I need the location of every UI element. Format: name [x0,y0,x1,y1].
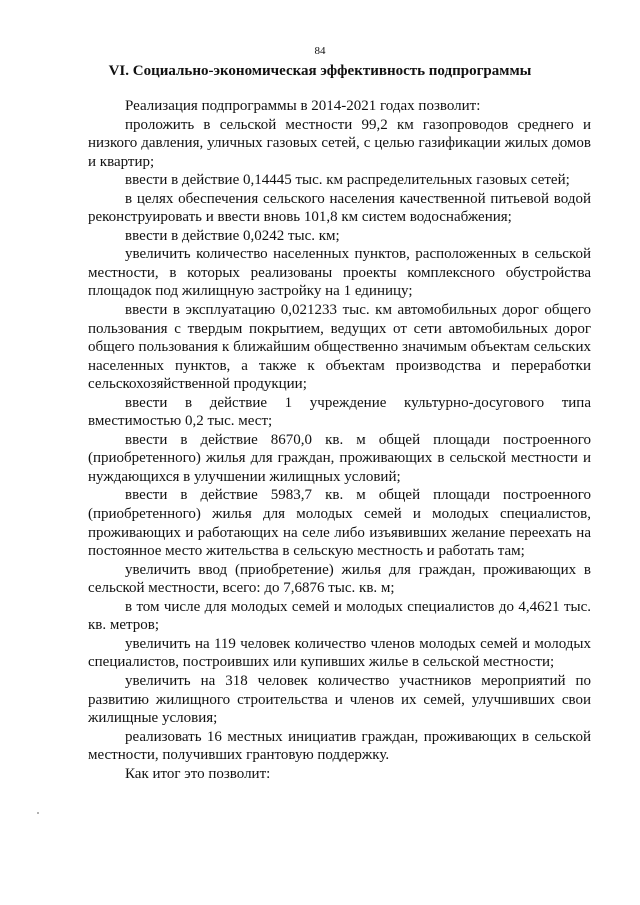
paragraph-water-supply: в целях обеспечения сельского населения качественной питьевой водой реконструировать и ввести вновь 101,8 км систем водоснабжения; [88,190,591,226]
paragraph-intro: Реализация подпрограммы в 2014-2021 годах позволит: [125,98,481,114]
paragraph-housing-young: ввести в действие 5983,7 кв. м общей площади построенного (приобретенного) жилья для молодых семей и молодых специалистов, проживающих и работающих на селе либо изъявивших желание переехать на постоянное место жительства в сельскую местность и работать там; [88,487,591,560]
body-text [88,97,591,783]
paragraph-housing-young-total: в том числе для молодых семей и молодых специалистов до 4,4621 тыс. кв. метров; [88,598,591,634]
scan-speck [37,812,39,814]
paragraph-commission-km: ввести в действие 0,0242 тыс. км; [125,227,340,244]
paragraph-housing-total: увеличить ввод (приобретение) жилья для граждан, проживающих в сельской местности, всего: до 7,6876 тыс. кв. м; [88,561,591,597]
paragraph-cultural-facility: ввести в действие 1 учреждение культурно-досугового типа вместимостью 0,2 тыс. мест; [88,394,591,430]
paragraph-young-families: увеличить на 119 человек количество членов молодых семей и молодых специалистов, построивших или купивших жилье в сельской местности; [88,635,591,671]
paragraph-conclusion: Как итог это позволит: [125,765,271,782]
paragraph-settlements: увеличить количество населенных пунктов, расположенных в сельской местности, в которых реализованы проекты комплексного обустройства площадок под жилищную застройку на 1 единицу; [88,246,591,300]
paragraph-roads: ввести в эксплуатацию 0,021233 тыс. км автомобильных дорог общего пользования с твердым покрытием, ведущих от сети автомобильных дорог общего пользования к ближайшим общественно значимым объектам сельских населенных пунктов, а также к объектам производства и переработки сельскохозяйственной продукции; [88,302,591,393]
page-number: 84 [314,45,326,57]
paragraph-housing-citizens: ввести в действие 8670,0 кв. м общей площади построенного (приобретенного) жилья для граждан, проживающих в сельской местности и нуждающихся в улучшении жилищных условий; [88,431,591,485]
paragraph-gas-networks: ввести в действие 0,14445 тыс. км распределительных газовых сетей; [125,172,570,189]
paragraph-participants: увеличить на 318 человек количество участников мероприятий по развитию жилищного строительства и членов их семей, улучшивших свои жилищные условия; [88,672,591,727]
section-title: VI. Социально-экономическая эффективность подпрограммы [108,63,532,79]
paragraph-initiatives: реализовать 16 местных инициатив граждан, проживающих в сельской местности, получивших грантовую поддержку. [88,728,591,764]
paragraph-gas-pipelines: проложить в сельской местности 99,2 км газопроводов среднего и низкого давления, уличных газовых сетей, с целью газификации жилых домов и квартир; [88,116,591,170]
